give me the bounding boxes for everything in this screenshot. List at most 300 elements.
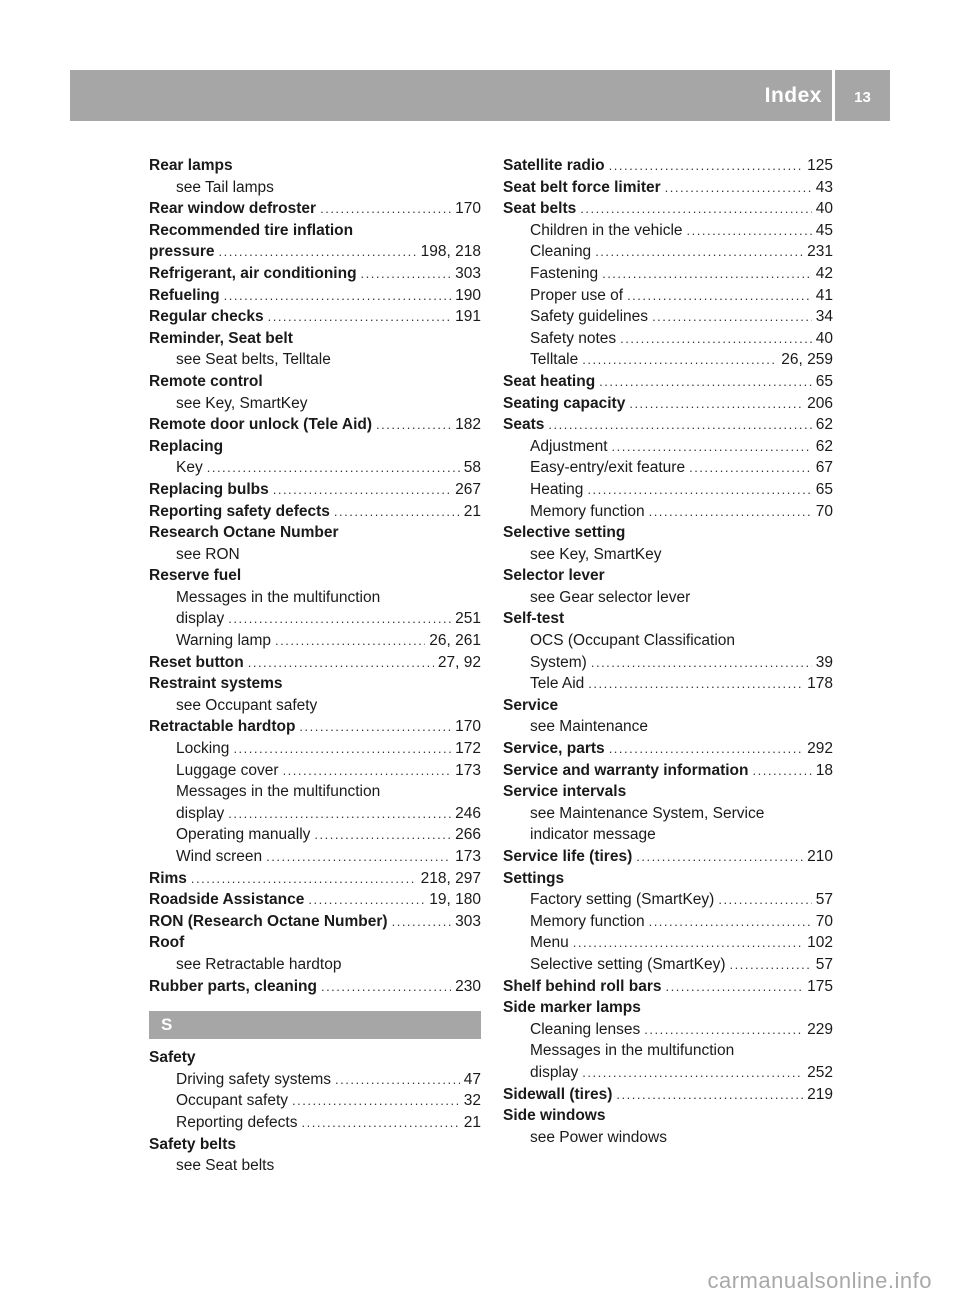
- page-reference[interactable]: 34: [815, 308, 833, 326]
- entry-term: see Key, SmartKey: [176, 394, 308, 412]
- dot-leader: [602, 263, 812, 285]
- entry-term: Rubber parts, cleaning: [149, 977, 317, 995]
- entry-term: see Retractable hardtop: [176, 955, 342, 973]
- index-entry[interactable]: [503, 177, 833, 199]
- index-entry: [149, 1134, 481, 1156]
- index-column-right: [503, 155, 833, 1148]
- entry-term: see Gear selector lever: [530, 588, 691, 606]
- entry-term: Memory function: [530, 912, 645, 930]
- index-subentry: [503, 544, 833, 566]
- page-number: 13: [854, 89, 871, 106]
- entry-term: Adjustment: [530, 437, 608, 455]
- entry-term: Safety: [149, 1049, 196, 1067]
- dot-leader: [361, 263, 452, 285]
- index-entry: [503, 695, 833, 717]
- index-subentry[interactable]: [503, 932, 833, 954]
- index-subentry[interactable]: [503, 673, 833, 695]
- entry-term: Reserve fuel: [149, 567, 242, 585]
- page-reference[interactable]: 303: [455, 912, 481, 930]
- dot-leader: [649, 911, 812, 933]
- entry-term: Replacing: [149, 437, 224, 455]
- index-entry: [503, 868, 833, 890]
- index-entry[interactable]: [149, 501, 481, 523]
- dot-leader: [609, 738, 803, 760]
- index-entry: [149, 436, 481, 458]
- index-entry: [503, 608, 833, 630]
- page-reference[interactable]: 218, 297: [420, 869, 481, 887]
- index-subentry[interactable]: [149, 1069, 481, 1091]
- index-subentry[interactable]: [149, 738, 481, 760]
- entry-term: Remote control: [149, 372, 263, 390]
- header-bar: [70, 70, 832, 121]
- index-entry[interactable]: [503, 414, 833, 436]
- page-reference[interactable]: 42: [815, 264, 833, 282]
- index-subentry[interactable]: [503, 328, 833, 350]
- dot-leader: [730, 954, 812, 976]
- entry-term: Settings: [503, 869, 565, 887]
- entry-term: Service and warranty information: [503, 761, 749, 779]
- page-reference[interactable]: 45: [815, 221, 833, 239]
- entry-term: Restraint systems: [149, 675, 283, 693]
- page-reference[interactable]: 70: [815, 912, 833, 930]
- entry-term: Reporting safety defects: [149, 502, 330, 520]
- dot-leader: [292, 1090, 460, 1112]
- dot-leader: [582, 349, 777, 371]
- entry-term: Service, parts: [503, 740, 605, 758]
- entry-term: Reset button: [149, 653, 244, 671]
- entry-term: see Occupant safety: [176, 696, 318, 714]
- page-reference[interactable]: 19, 180: [429, 891, 481, 909]
- index-subentry[interactable]: [503, 652, 833, 674]
- entry-term: Luggage cover: [176, 761, 279, 779]
- dot-leader: [308, 889, 425, 911]
- entry-term: Side windows: [503, 1107, 606, 1125]
- entry-term: see Seat belts, Telltale: [176, 351, 331, 369]
- dot-leader: [649, 501, 812, 523]
- index-entry[interactable]: [503, 371, 833, 393]
- index-subentry: [503, 1040, 833, 1062]
- page-reference[interactable]: 40: [815, 329, 833, 347]
- entry-term: Cleaning: [530, 243, 592, 261]
- dot-leader: [228, 803, 451, 825]
- index-subentry[interactable]: [503, 954, 833, 976]
- dot-leader: [321, 976, 451, 998]
- index-subentry: [149, 954, 481, 976]
- page-reference[interactable]: 173: [455, 848, 481, 865]
- entry-term: see Seat belts: [176, 1157, 275, 1175]
- index-subentry: [149, 349, 481, 371]
- dot-leader: [582, 1062, 803, 1084]
- page-reference[interactable]: 198, 218: [420, 243, 481, 261]
- dot-leader: [268, 306, 452, 328]
- entry-term: Operating manually: [176, 826, 311, 844]
- index-entry: [149, 932, 481, 954]
- dot-leader: [392, 911, 452, 933]
- index-subentry[interactable]: [503, 889, 833, 911]
- entry-term: Refrigerant, air conditioning: [149, 264, 357, 282]
- entry-term: Seating capacity: [503, 394, 626, 412]
- entry-term: Satellite radio: [503, 157, 605, 174]
- entry-term: Memory function: [530, 502, 645, 520]
- entry-term: Warning lamp: [176, 632, 272, 650]
- entry-term: Menu: [530, 934, 569, 952]
- index-subentry[interactable]: [149, 1112, 481, 1134]
- entry-term: Selector lever: [503, 567, 605, 585]
- dot-leader: [191, 868, 417, 890]
- dot-leader: [616, 1084, 803, 1106]
- index-subentry[interactable]: [149, 630, 481, 652]
- watermark: carmanualsonline.info: [707, 1268, 932, 1293]
- page-reference[interactable]: 27, 92: [437, 653, 481, 671]
- entry-term: Reporting defects: [176, 1113, 298, 1131]
- index-entry[interactable]: [149, 911, 481, 933]
- index-entry[interactable]: [503, 738, 833, 760]
- dot-leader: [629, 393, 803, 415]
- index-entry: [503, 781, 833, 803]
- index-entry[interactable]: [149, 285, 481, 307]
- page-reference[interactable]: 267: [455, 480, 481, 498]
- entry-term: Safety belts: [149, 1135, 237, 1153]
- dot-leader: [266, 846, 451, 868]
- entry-term: Wind screen: [176, 848, 263, 865]
- index-entry: [149, 220, 481, 242]
- entry-term: Rear window defroster: [149, 200, 317, 218]
- index-subentry[interactable]: [503, 349, 833, 371]
- dot-leader: [275, 630, 425, 652]
- entry-term: Easy-entry/exit feature: [530, 459, 686, 477]
- page-reference[interactable]: 70: [815, 502, 833, 520]
- dot-leader: [314, 824, 451, 846]
- dot-leader: [335, 1069, 460, 1091]
- index-subentry[interactable]: [503, 220, 833, 242]
- index-entry: [503, 997, 833, 1019]
- entry-term: Selective setting (SmartKey): [530, 955, 726, 973]
- entry-term: see Maintenance System, Service: [530, 804, 765, 822]
- entry-term: Replacing bulbs: [149, 480, 269, 498]
- page-reference[interactable]: 47: [463, 1070, 481, 1088]
- index-subentry: [149, 781, 481, 803]
- entry-term: Children in the vehicle: [530, 221, 683, 239]
- entry-term: OCS (Occupant Classification: [530, 632, 736, 650]
- page-reference[interactable]: 191: [455, 308, 481, 326]
- dot-leader: [218, 241, 416, 263]
- dot-leader: [591, 652, 812, 674]
- index-subentry: [149, 393, 481, 415]
- index-subentry: [503, 803, 833, 825]
- page-reference[interactable]: 292: [807, 740, 833, 758]
- entry-term: display: [176, 610, 225, 628]
- page-reference[interactable]: 102: [807, 934, 833, 952]
- entry-term: Sidewall (tires): [503, 1085, 613, 1103]
- entry-term: see Power windows: [530, 1128, 667, 1146]
- index-subentry[interactable]: [503, 241, 833, 263]
- index-subentry[interactable]: [503, 1019, 833, 1041]
- entry-term: Tele Aid: [530, 675, 585, 693]
- index-subentry[interactable]: [149, 1090, 481, 1112]
- dot-leader: [376, 414, 451, 436]
- entry-term: see RON: [176, 545, 240, 563]
- index-subentry[interactable]: [149, 846, 481, 868]
- index-subentry[interactable]: [149, 608, 481, 630]
- index-subentry: [503, 716, 833, 738]
- dot-leader: [299, 716, 451, 738]
- index-entry[interactable]: [149, 414, 481, 436]
- page-reference[interactable]: 57: [815, 891, 833, 909]
- page-reference[interactable]: 65: [815, 372, 833, 390]
- index-entry[interactable]: [503, 846, 833, 868]
- entry-term: Roof: [149, 934, 185, 952]
- entry-term: Factory setting (SmartKey): [530, 891, 715, 909]
- index-subentry[interactable]: [503, 306, 833, 328]
- index-entry: [149, 522, 481, 544]
- page-reference[interactable]: 40: [815, 200, 833, 218]
- page-reference[interactable]: 26, 261: [429, 632, 481, 650]
- page-reference[interactable]: 178: [807, 675, 833, 693]
- entry-term: Retractable hardtop: [149, 718, 296, 736]
- entry-term: Recommended tire inflation: [149, 221, 354, 239]
- page-reference[interactable]: 246: [455, 804, 481, 822]
- index-entry: [149, 1047, 481, 1069]
- index-subentry[interactable]: [149, 457, 481, 479]
- page-number-box: [835, 70, 890, 121]
- entry-term: Key: [176, 459, 203, 477]
- entry-term: Refueling: [149, 286, 220, 304]
- entry-term: Rims: [149, 869, 187, 887]
- entry-term: display: [176, 804, 225, 822]
- entry-term: Occupant safety: [176, 1092, 289, 1110]
- index-subentry: [503, 630, 833, 652]
- index-entry: [149, 328, 481, 350]
- entry-term: Self-test: [503, 610, 565, 628]
- index-subentry[interactable]: [503, 285, 833, 307]
- index-entry[interactable]: [149, 198, 481, 220]
- dot-leader: [207, 457, 460, 479]
- dot-leader: [689, 457, 812, 479]
- entry-term: Locking: [176, 740, 230, 758]
- index-entry[interactable]: [149, 263, 481, 285]
- dot-leader: [588, 673, 803, 695]
- entry-term: Research Octane Number: [149, 524, 339, 542]
- index-subentry[interactable]: [149, 760, 481, 782]
- page-reference[interactable]: 65: [815, 480, 833, 498]
- entry-term: Proper use of: [530, 286, 624, 304]
- dot-leader: [753, 760, 812, 782]
- index-subentry: [149, 544, 481, 566]
- dot-leader: [283, 760, 452, 782]
- dot-leader: [612, 436, 812, 458]
- page-reference[interactable]: 67: [815, 459, 833, 477]
- page-reference[interactable]: 266: [455, 826, 481, 844]
- index-entry[interactable]: [149, 868, 481, 890]
- dot-leader: [228, 608, 451, 630]
- index-entry[interactable]: [149, 716, 481, 738]
- index-subentry: [149, 177, 481, 199]
- index-entry[interactable]: [149, 652, 481, 674]
- dot-leader: [627, 285, 812, 307]
- entry-term: Seat belt force limiter: [503, 178, 661, 196]
- page-reference[interactable]: 230: [455, 977, 481, 995]
- page-reference[interactable]: 41: [815, 286, 833, 304]
- index-subentry[interactable]: [503, 479, 833, 501]
- entry-term: Selective setting: [503, 524, 626, 542]
- index-entry: [503, 522, 833, 544]
- index-entry[interactable]: [503, 198, 833, 220]
- entry-term: see Tail lamps: [176, 178, 274, 196]
- index-subentry: [149, 587, 481, 609]
- entry-term: Rear lamps: [149, 157, 233, 174]
- entry-term: Messages in the multifunction: [530, 1042, 735, 1060]
- dot-leader: [573, 932, 803, 954]
- page-reference[interactable]: 182: [455, 416, 481, 434]
- index-entry[interactable]: [149, 889, 481, 911]
- index-subentry[interactable]: [503, 1062, 833, 1084]
- dot-leader: [636, 846, 803, 868]
- dot-leader: [587, 479, 811, 501]
- entry-term: Side marker lamps: [503, 999, 641, 1017]
- index-entry[interactable]: [149, 241, 481, 263]
- entry-term: Service intervals: [503, 783, 627, 801]
- entry-term: Service life (tires): [503, 848, 633, 865]
- entry-term: Messages in the multifunction: [176, 588, 381, 606]
- index-entry[interactable]: [503, 1084, 833, 1106]
- index-subentry: [503, 824, 833, 846]
- dot-leader: [320, 198, 451, 220]
- entry-term: System): [530, 653, 587, 671]
- index-subentry[interactable]: [149, 824, 481, 846]
- entry-term: Regular checks: [149, 308, 264, 326]
- entry-term: Service: [503, 696, 559, 714]
- entry-term: Shelf behind roll bars: [503, 977, 662, 995]
- page-reference[interactable]: 231: [807, 243, 833, 261]
- dot-leader: [665, 976, 803, 998]
- dot-leader: [620, 328, 812, 350]
- index-entry[interactable]: [149, 306, 481, 328]
- page-reference[interactable]: 252: [807, 1063, 833, 1081]
- entry-term: indicator message: [530, 826, 656, 844]
- index-entry[interactable]: [149, 976, 481, 998]
- dot-leader: [599, 371, 812, 393]
- dot-leader: [609, 155, 803, 177]
- section-header: S: [149, 1011, 481, 1039]
- dot-leader: [595, 241, 803, 263]
- dot-leader: [248, 652, 434, 674]
- index-entry: [503, 1105, 833, 1127]
- page-reference[interactable]: 21: [463, 502, 481, 520]
- entry-term: Fastening: [530, 264, 599, 282]
- index-subentry[interactable]: [503, 263, 833, 285]
- dot-leader: [644, 1019, 803, 1041]
- entry-term: Seat heating: [503, 372, 596, 390]
- entry-term: Remote door unlock (Tele Aid): [149, 416, 373, 434]
- dot-leader: [665, 177, 812, 199]
- index-entry[interactable]: [503, 976, 833, 998]
- index-entry[interactable]: [503, 393, 833, 415]
- page-reference[interactable]: 18: [815, 761, 833, 779]
- index-entry: [149, 371, 481, 393]
- page-reference[interactable]: 172: [455, 740, 481, 758]
- index-entry[interactable]: [503, 155, 833, 177]
- index-subentry: [503, 587, 833, 609]
- page-reference[interactable]: 62: [815, 416, 833, 434]
- index-subentry: [503, 1127, 833, 1149]
- page-reference[interactable]: 58: [463, 459, 481, 477]
- entry-term: Roadside Assistance: [149, 891, 305, 909]
- index-subentry: [149, 1155, 481, 1177]
- dot-leader: [687, 220, 812, 242]
- index-entry: [503, 565, 833, 587]
- page-reference[interactable]: 219: [807, 1085, 833, 1103]
- entry-term: RON (Research Octane Number): [149, 912, 388, 930]
- page-reference[interactable]: 173: [455, 761, 481, 779]
- page-reference[interactable]: 175: [807, 977, 833, 995]
- entry-term: see Maintenance: [530, 718, 649, 736]
- dot-leader: [580, 198, 812, 220]
- dot-leader: [224, 285, 452, 307]
- page-reference[interactable]: 303: [455, 264, 481, 282]
- page-reference[interactable]: 57: [815, 955, 833, 973]
- index-column-left: [149, 155, 481, 1177]
- dot-leader: [273, 479, 451, 501]
- page-reference[interactable]: 170: [455, 718, 481, 736]
- entry-term: display: [530, 1063, 579, 1081]
- index-entry: [149, 565, 481, 587]
- index-subentry: [149, 695, 481, 717]
- entry-term: Safety notes: [530, 329, 617, 347]
- index-entry[interactable]: [503, 760, 833, 782]
- dot-leader: [718, 889, 811, 911]
- entry-term: Telltale: [530, 351, 579, 369]
- page-reference[interactable]: 190: [455, 286, 481, 304]
- index-subentry[interactable]: [503, 501, 833, 523]
- dot-leader: [302, 1112, 460, 1134]
- page-reference[interactable]: 210: [807, 848, 833, 865]
- entry-term: Seats: [503, 416, 545, 434]
- index-subentry[interactable]: [503, 436, 833, 458]
- page-reference[interactable]: 251: [455, 610, 481, 628]
- entry-term: see Key, SmartKey: [530, 545, 662, 563]
- index-entry: [149, 673, 481, 695]
- page-reference[interactable]: 170: [455, 200, 481, 218]
- dot-leader: [334, 501, 460, 523]
- index-subentry[interactable]: [149, 803, 481, 825]
- entry-term: Heating: [530, 480, 584, 498]
- dot-leader: [548, 414, 811, 436]
- entry-term: Driving safety systems: [176, 1070, 332, 1088]
- entry-term: Cleaning lenses: [530, 1020, 641, 1038]
- dot-leader: [233, 738, 451, 760]
- index-subentry[interactable]: [503, 911, 833, 933]
- page-reference[interactable]: 62: [815, 437, 833, 455]
- index-subentry[interactable]: [503, 457, 833, 479]
- page-reference[interactable]: 21: [463, 1113, 481, 1131]
- index-entry: [149, 155, 481, 177]
- index-entry[interactable]: [149, 479, 481, 501]
- page-title: Index: [764, 84, 822, 107]
- dot-leader: [652, 306, 812, 328]
- page-reference[interactable]: 206: [807, 394, 833, 412]
- page-reference[interactable]: 229: [807, 1020, 833, 1038]
- entry-term: Seat belts: [503, 200, 577, 218]
- page-reference[interactable]: 125: [807, 157, 833, 174]
- entry-term: Messages in the multifunction: [176, 783, 381, 801]
- entry-term: Reminder, Seat belt: [149, 329, 293, 347]
- page-reference[interactable]: 26, 259: [781, 351, 833, 369]
- page-reference[interactable]: 32: [463, 1092, 481, 1110]
- entry-term: Safety guidelines: [530, 308, 649, 326]
- page-reference[interactable]: 39: [815, 653, 833, 671]
- page-reference[interactable]: 43: [815, 178, 833, 196]
- entry-term: pressure: [149, 243, 215, 261]
